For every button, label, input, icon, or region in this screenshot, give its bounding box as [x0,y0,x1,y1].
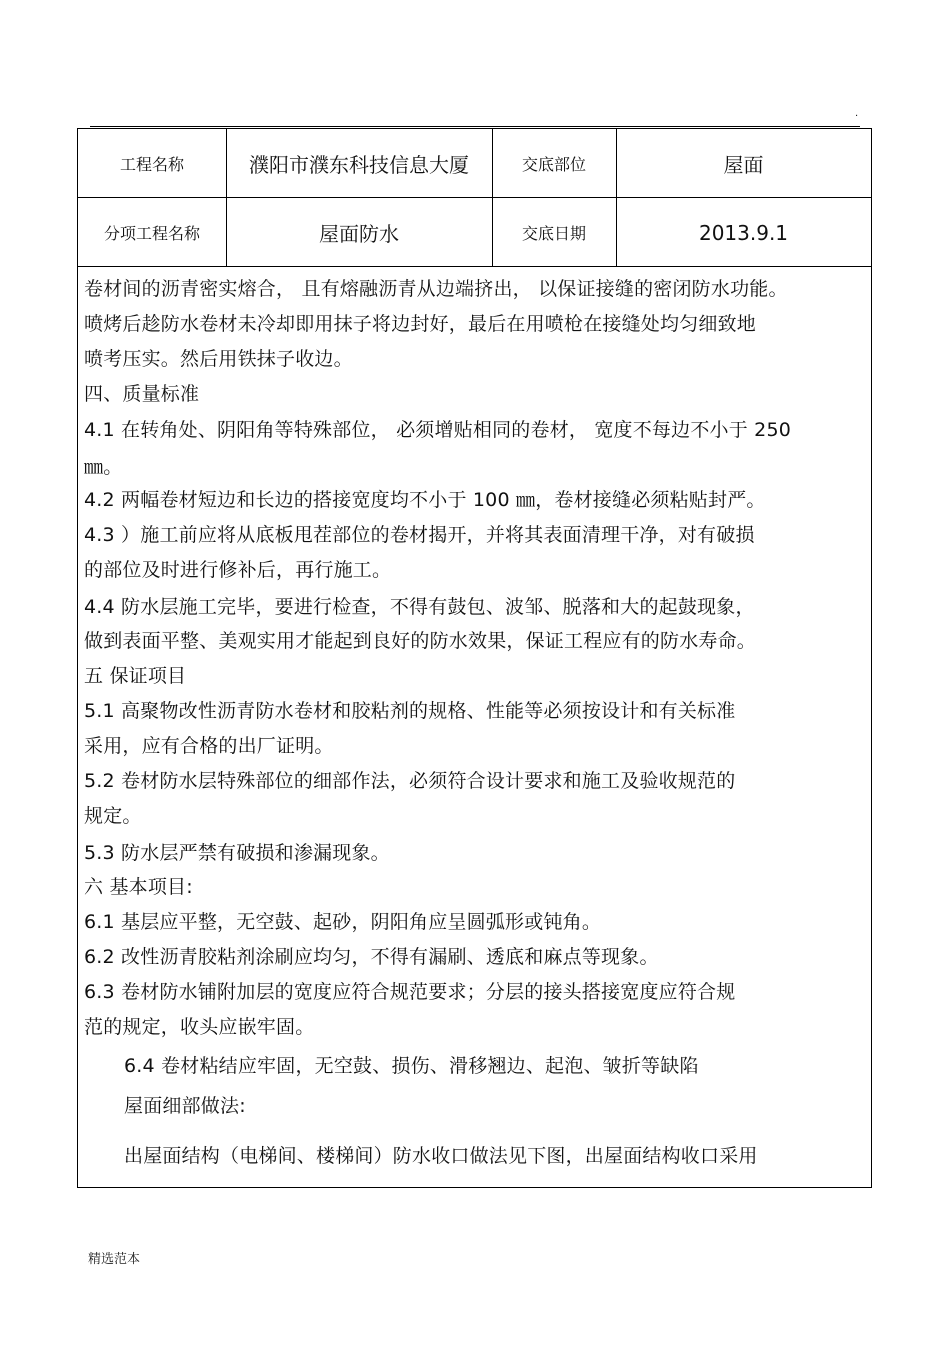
content-line: 采用，应有合格的出厂证明。 [84,735,334,757]
content-line: 喷考压实。然后用铁抹子收边。 [84,348,353,370]
content-line: 6.2 改性沥青胶粘剂涂刷应均匀，不得有漏刷、透底和麻点等现象。 [84,946,659,968]
content-line: 出屋面结构（电梯间、楼梯间）防水收口做法见下图，出屋面结构收口采用 [124,1145,758,1167]
section-heading: 五 保证项目 [84,665,187,687]
footer-text: 精选范本 [88,1252,141,1267]
content-line: 做到表面平整、美观实用才能起到良好的防水效果，保证工程应有的防水寿命。 [84,630,757,652]
content-line: 6.1 基层应平整，无空鼓、起砂，阴阳角应呈圆弧形或钝角。 [84,911,602,933]
top-rule [90,126,860,127]
content-line: 规定。 [84,805,142,827]
disclosure-date-label: 交底日期 [521,224,586,243]
project-name-value: 濮阳市濮东科技信息大厦 [249,153,469,177]
content-line: 4.3 ）施工前应将从底板甩茬部位的卷材揭开，并将其表面清理干净，对有破损 [84,524,755,546]
content-line: 范的规定，收头应嵌牢固。 [84,1016,315,1038]
content-line: 5.1 高聚物改性沥青防水卷材和胶粘剂的规格、性能等必须按设计和有关标准 [84,700,736,722]
content-line: 喷烤后趁防水卷材未冷却即用抹子将边封好，最后在用喷枪在接缝处均匀细致地 [84,313,757,335]
content-line: 的部位及时进行修补后，再行施工。 [84,559,392,581]
disclosure-date-value: 2013.9.1 [698,220,789,245]
content-line: 4.2 两幅卷材短边和长边的搭接宽度均不小于 100 ㎜，卷材接缝必须粘贴封严。 [84,489,766,511]
disclosure-table [77,128,872,1188]
disclosure-location-value: 屋面 [723,153,764,177]
header-row-1 [78,129,871,198]
project-name-label: 工程名称 [119,155,184,174]
content-line: 5.2 卷材防水层特殊部位的细部作法，必须符合设计要求和施工及验收规范的 [84,770,736,792]
section-heading: 四、质量标准 [84,383,200,405]
disclosure-location-label: 交底部位 [521,155,586,174]
content-line: 5.3 防水层严禁有破损和渗漏现象。 [84,842,390,864]
content-line: 卷材间的沥青密实熔合， 且有熔融沥青从边端挤出， 以保证接缝的密闭防水功能。 [84,278,788,300]
sub-project-value: 屋面防水 [319,222,399,246]
section-heading: 六 基本项目: [84,876,193,898]
content-line: 4.1 在转角处、阴阳角等特殊部位， 必须增贴相同的卷材， 宽度不每边不小于 250 [84,419,792,441]
content-line: ㎜。 [84,456,123,478]
content-line: 6.4 卷材粘结应牢固，无空鼓、损伤、滑移翘边、起泡、皱折等缺陷 [124,1055,699,1077]
sub-project-label: 分项工程名称 [103,224,200,243]
header-row-2 [78,198,871,267]
content-line: 4.4 防水层施工完毕，要进行检查，不得有鼓包、波邹、脱落和大的起鼓现象， [84,596,755,618]
corner-dot: · [855,111,859,122]
content-line: 屋面细部做法: [124,1095,246,1117]
content-line: 6.3 卷材防水铺附加层的宽度应符合规范要求；分层的接头搭接宽度应符合规 [84,981,736,1003]
